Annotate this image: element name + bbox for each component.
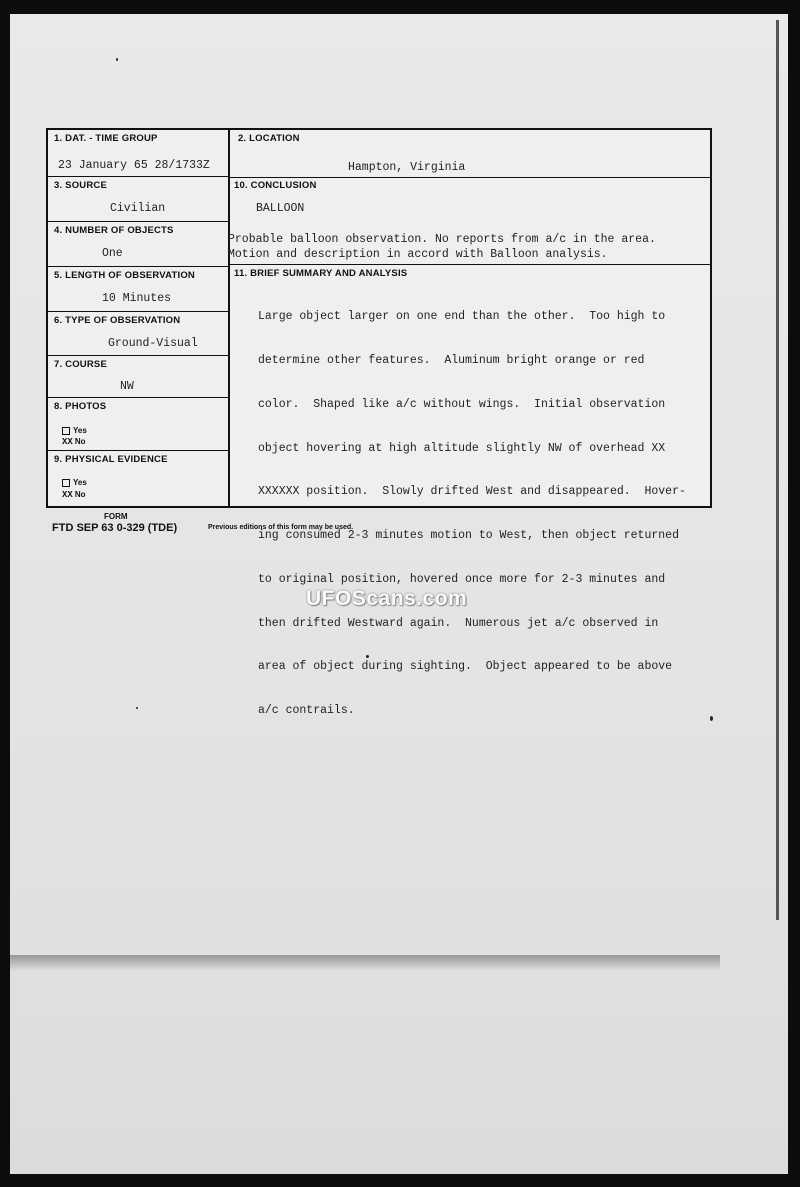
date-time-group-value: 23 January 65 28/1733Z [58, 159, 210, 172]
photos-cell [48, 398, 228, 451]
summary-line: XXXXXX position. Slowly drifted West and disappeared. Hover- [258, 485, 686, 499]
number-of-objects-value: One [102, 247, 123, 260]
checkbox-icon [62, 427, 70, 435]
summary-line: then drifted Westward again. Numerous jet a/c observed in [258, 616, 659, 630]
physical-evidence-yes-option [62, 478, 87, 487]
location-value: Hampton, Virginia [348, 161, 466, 174]
summary-line: a/c contrails. [258, 704, 355, 718]
summary-line: ing consumed 2-3 minutes motion to West, then object returned [258, 529, 679, 543]
source-label: 3. SOURCE [54, 180, 108, 191]
location-label: 2. LOCATION [238, 133, 300, 144]
physical-evidence-no-option [62, 490, 85, 500]
conclusion-note-line-2: Motion and description in accord with Balloon analysis. [228, 248, 608, 261]
scan-speck [710, 716, 713, 721]
watermark: UFOScans.com [306, 587, 468, 610]
photos-yes-option [62, 426, 87, 435]
course-label: 7. COURSE [54, 359, 108, 370]
conclusion-value: BALLOON [256, 202, 305, 215]
divider [228, 264, 712, 265]
physical-evidence-label: 9. PHYSICAL EVIDENCE [54, 454, 168, 465]
physical-evidence-no-mark: XX [62, 490, 73, 500]
source-cell [48, 177, 228, 222]
conclusion-note-line-1: Probable balloon observation. No reports from a/c in the area. [228, 233, 656, 246]
scan-speck [136, 707, 138, 709]
number-of-objects-cell [48, 222, 228, 267]
physical-evidence-cell [48, 451, 228, 506]
length-of-observation-cell [48, 267, 228, 312]
summary-line: determine other features. Aluminum bright orange or red [258, 353, 645, 367]
summary-label: 11. BRIEF SUMMARY AND ANALYSIS [234, 268, 408, 279]
course-value: NW [120, 380, 134, 393]
summary-line: color. Shaped like a/c without wings. Initial observation [258, 397, 666, 411]
course-cell [48, 356, 228, 398]
left-column [48, 130, 230, 506]
length-of-observation-value: 10 Minutes [102, 292, 172, 305]
summary-line: area of object during sighting. Object appeared to be above [258, 660, 673, 674]
photos-no-option [62, 437, 85, 447]
scan-speck [366, 655, 369, 658]
type-of-observation-cell [48, 312, 228, 356]
divider [228, 177, 712, 178]
number-of-objects-label: 4. NUMBER OF OBJECTS [54, 225, 174, 236]
summary-text [258, 281, 704, 748]
type-of-observation-value: Ground-Visual [108, 337, 198, 350]
photos-yes-label: Yes [73, 426, 87, 435]
page-fold-shadow [10, 955, 720, 971]
form-id: FTD SEP 63 0-329 (TDE) [52, 522, 178, 534]
photos-no-mark: XX [62, 437, 73, 447]
scan-speck [116, 58, 118, 61]
summary-line: Large object larger on one end than the other. Too high to [258, 310, 666, 324]
photos-label: 8. PHOTOS [54, 401, 107, 412]
source-value: Civilian [110, 202, 166, 215]
photos-no-label: No [74, 437, 86, 446]
checkbox-icon [62, 479, 70, 487]
physical-evidence-no-label: No [74, 490, 86, 499]
conclusion-label: 10. CONCLUSION [234, 180, 317, 191]
type-of-observation-label: 6. TYPE OF OBSERVATION [54, 315, 181, 326]
summary-line: object hovering at high altitude slightly NW of overhead XX [258, 441, 666, 455]
page-edge-shadow [776, 20, 779, 920]
date-time-group-label: 1. DAT. - TIME GROUP [54, 133, 158, 144]
summary-line: to original position, hovered once more for 2-3 minutes and [258, 572, 666, 586]
physical-evidence-yes-label: Yes [73, 478, 87, 487]
form-edition-note: Previous editions of this form may be used. [208, 524, 354, 531]
length-of-observation-label: 5. LENGTH OF OBSERVATION [54, 270, 195, 281]
form-word: FORM [104, 512, 128, 521]
date-time-group-cell [48, 130, 228, 177]
